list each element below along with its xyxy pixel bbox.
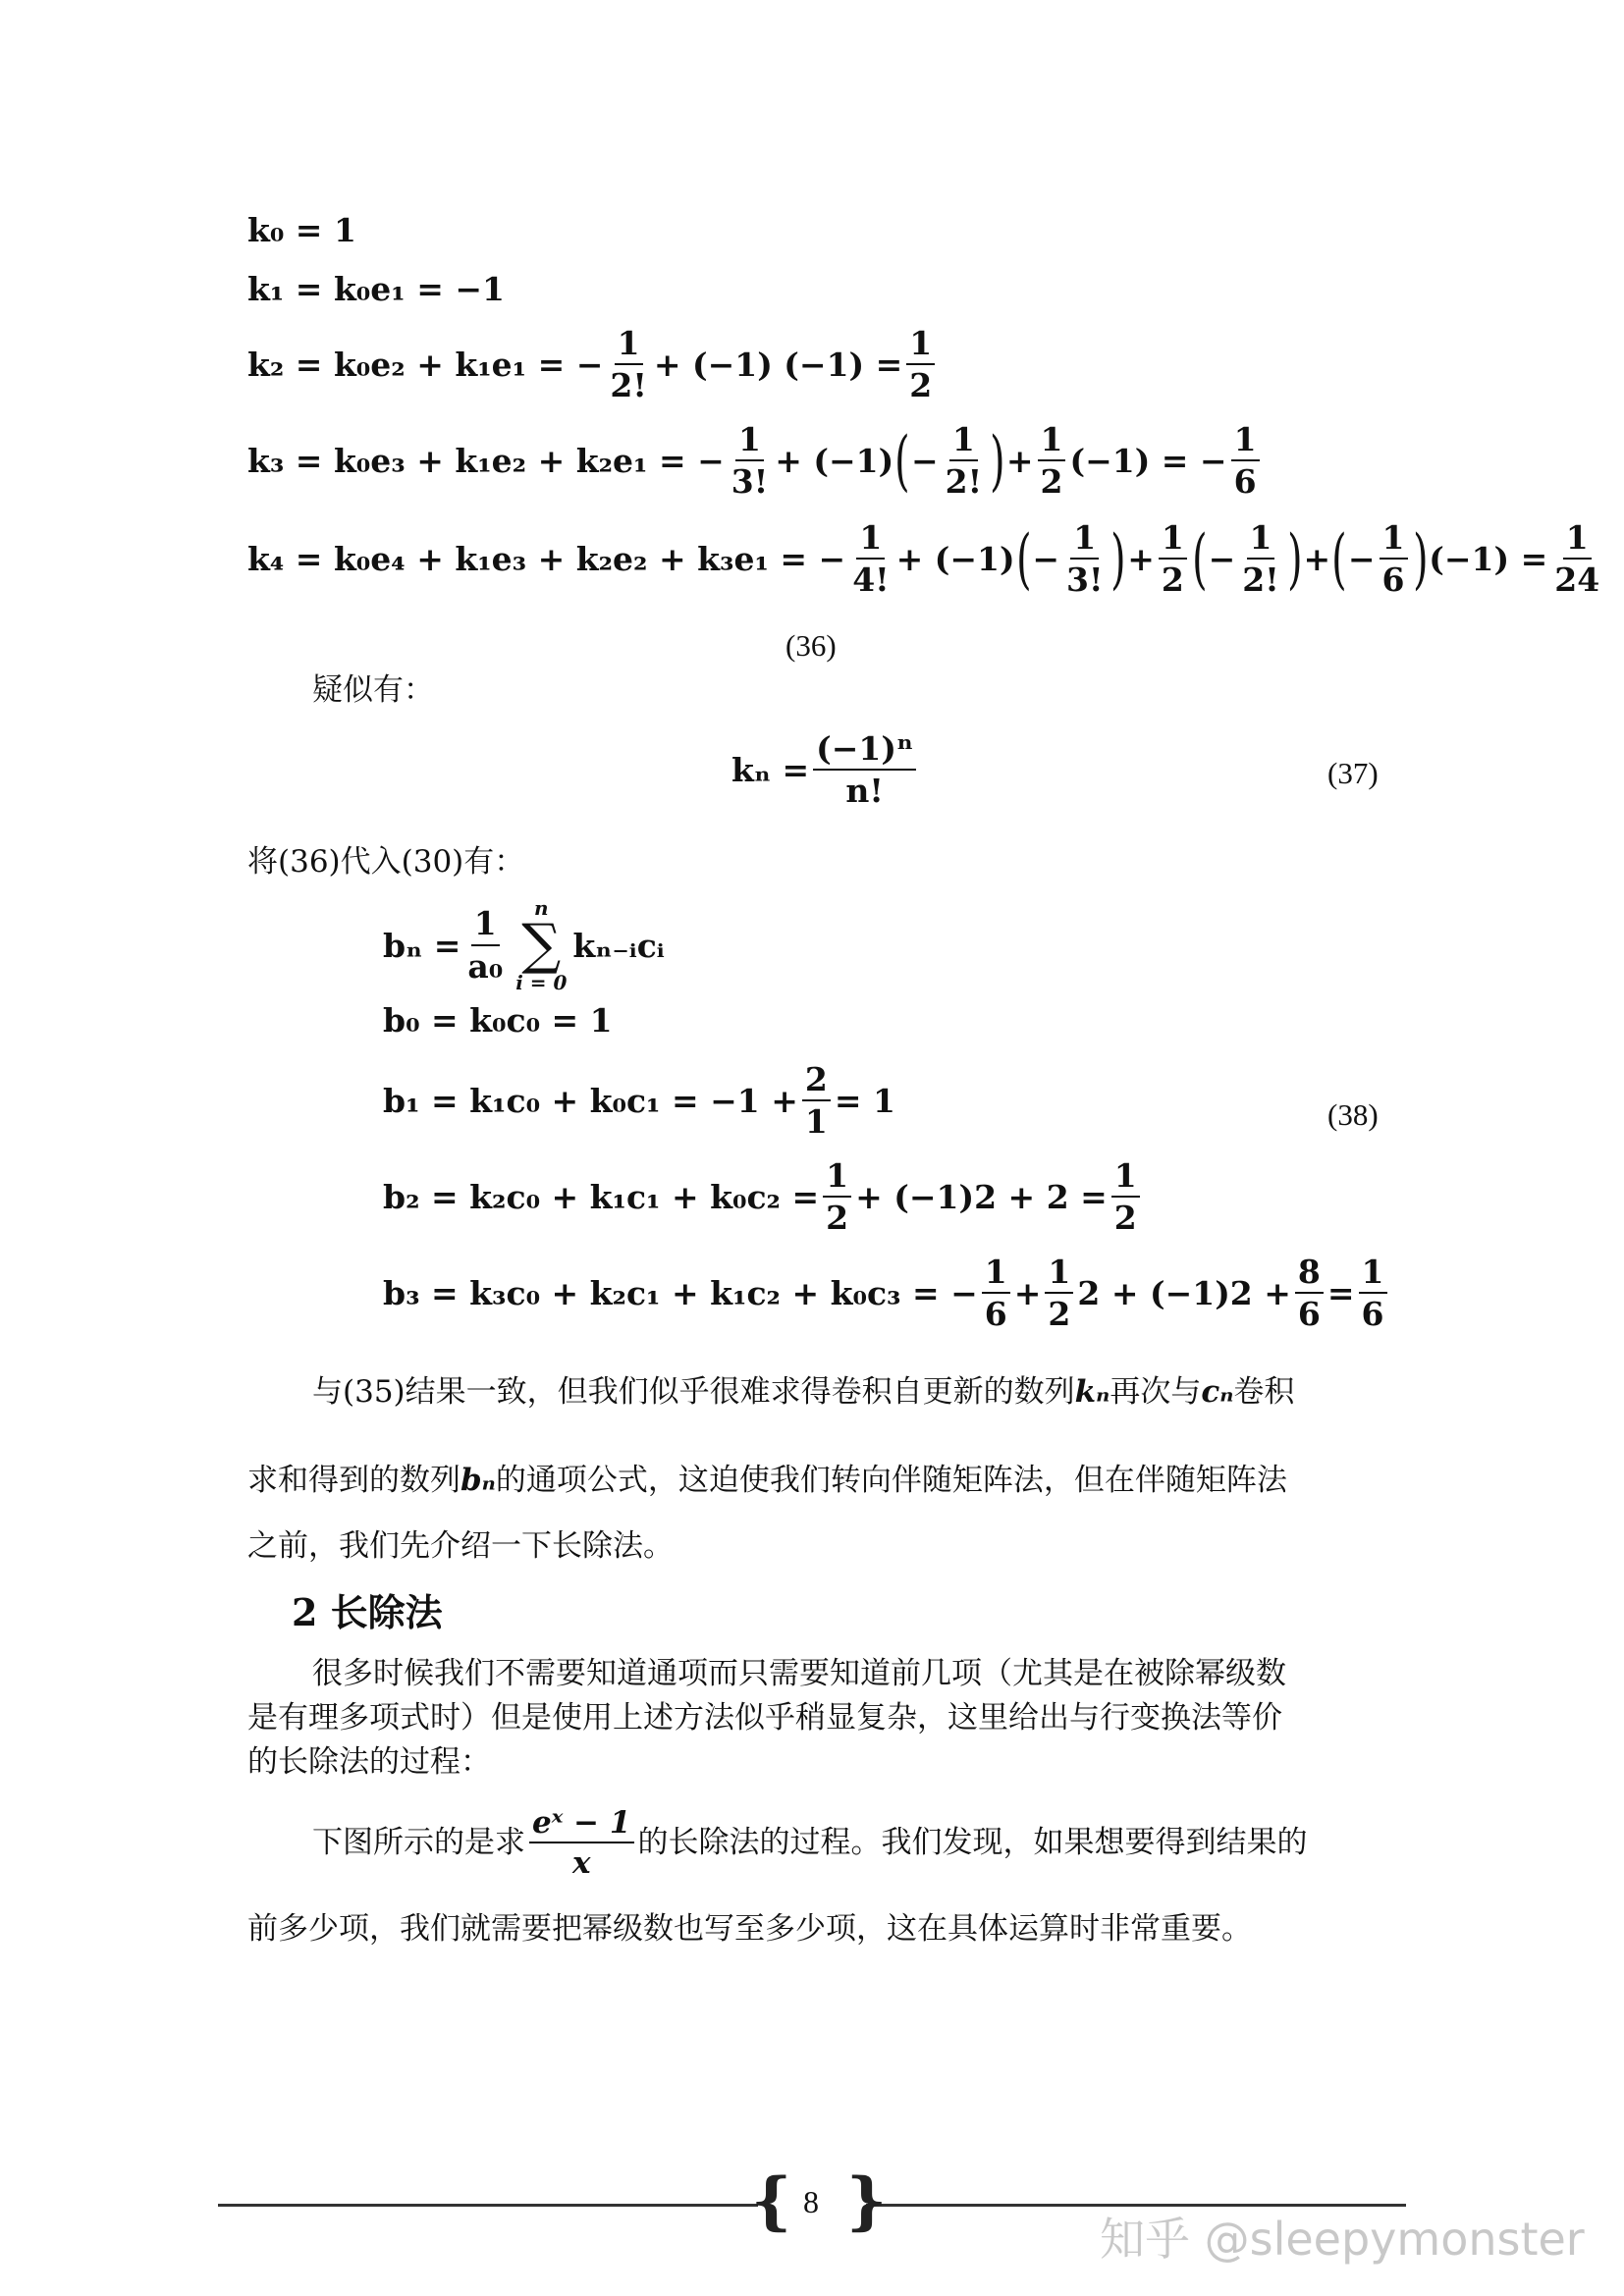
equation-b1: b₁ = k₁c₀ + k₀c₁ = −1 + $\frac{2}{1}$ = 1 [383, 1060, 895, 1142]
paragraph-3-line-2: 前多少项，我们就需要把幂级数也写至多少项，这在具体运算时非常重要。 [247, 1911, 1252, 1947]
equation-number-38: (38) [1327, 1097, 1379, 1132]
paragraph-1-line-2: 求和得到的数列bₙ的通项公式，这迫使我们转向伴随矩阵法，但在伴随矩阵法 [247, 1463, 1287, 1498]
equation-k4: k₄ = k₀e₄ + k₁e₃ + k₂e₂ + k₃e₁ = − $\frac{1}{4!}$ + (−1) ( − $\frac{1}{3!}$ ) + $\frac{1}{2}$ ( − $\frac{1}{2!}$ ) + ( − $\frac{1}{6}$ ) (−1) = $\frac{1}{24}$ [247, 518, 1600, 600]
paragraph-3-line-1: 下图所示的是求 $\frac{\text{eˣ − 1}}{x}$ 的长除法的过程。我们发现，如果想要得到结果的 [312, 1805, 1308, 1882]
paragraph-2-line-1: 很多时候我们不需要知道通项而只需要知道前几项（尤其是在被除幂级数 [312, 1656, 1286, 1691]
equation-37: kₙ = $\frac{\text{(−1)ⁿ}}{n!}$ [731, 731, 920, 810]
footer-rule-left [218, 2204, 758, 2207]
equation-b2: b₂ = k₂c₀ + k₁c₁ + k₀c₂ = $\frac{1}{2}$ + (−1)2 + 2 = $\frac{1}{2}$ [383, 1158, 1144, 1237]
paragraph-2-line-3: 的长除法的过程： [247, 1744, 491, 1780]
summation-symbol: n ∑ i = 0 [515, 896, 568, 994]
paragraph-1-line-3: 之前，我们先介绍一下长除法。 [247, 1528, 674, 1564]
equation-k0: k₀ = 1 [247, 211, 356, 249]
watermark: 知乎 @sleepymonster [1100, 2213, 1585, 2266]
equation-b0: b₀ = k₀c₀ = 1 [383, 1001, 613, 1040]
paragraph-1-line-1: 与(35)结果一致，但我们似乎很难求得卷积自更新的数列kₙ再次与cₙ卷积 [312, 1374, 1295, 1410]
text-substitute: 将(36)代入(30)有： [247, 844, 525, 880]
footer-left-brace: { [751, 2164, 792, 2238]
equation-k1: k₁ = k₀e₁ = −1 [247, 270, 505, 308]
equation-number-37: (37) [1327, 756, 1379, 790]
equation-b3: b₃ = k₃c₀ + k₂c₁ + k₁c₂ + k₀c₃ = − $\frac{1}{6}$ + $\frac{1}{2}$ 2 + (−1)2 + $\frac{8}{6}$ = $\frac{1}{6}$ [383, 1255, 1391, 1333]
page-number: 8 [803, 2184, 819, 2219]
equation-bn: bₙ = $\frac{1}{\text{a₀}}$ n ∑ i = 0 kₙ₋ᵢcᵢ [383, 896, 665, 994]
text-suspect: 疑似有： [312, 672, 434, 708]
paragraph-2-line-2: 是有理多项式时）但是使用上述方法似乎稍显复杂，这里给出与行变换法等价 [247, 1700, 1282, 1735]
equation-k3: k₃ = k₀e₃ + k₁e₂ + k₂e₁ = − $\frac{1}{3!}$ + (−1) ( − $\frac{1}{2!}$ ) + $\frac{1}{2}$ (−1) = − $\frac{1}{6}$ [247, 422, 1264, 501]
equation-number-36: (36) [785, 628, 837, 663]
equation-k2: k₂ = k₀e₂ + k₁e₁ = − $\frac{1}{2!}$ + (−1) (−1) = $\frac{1}{2}$ [247, 326, 939, 404]
section-heading: 2 长除法 [292, 1590, 443, 1634]
footer-right-brace: } [846, 2164, 888, 2238]
